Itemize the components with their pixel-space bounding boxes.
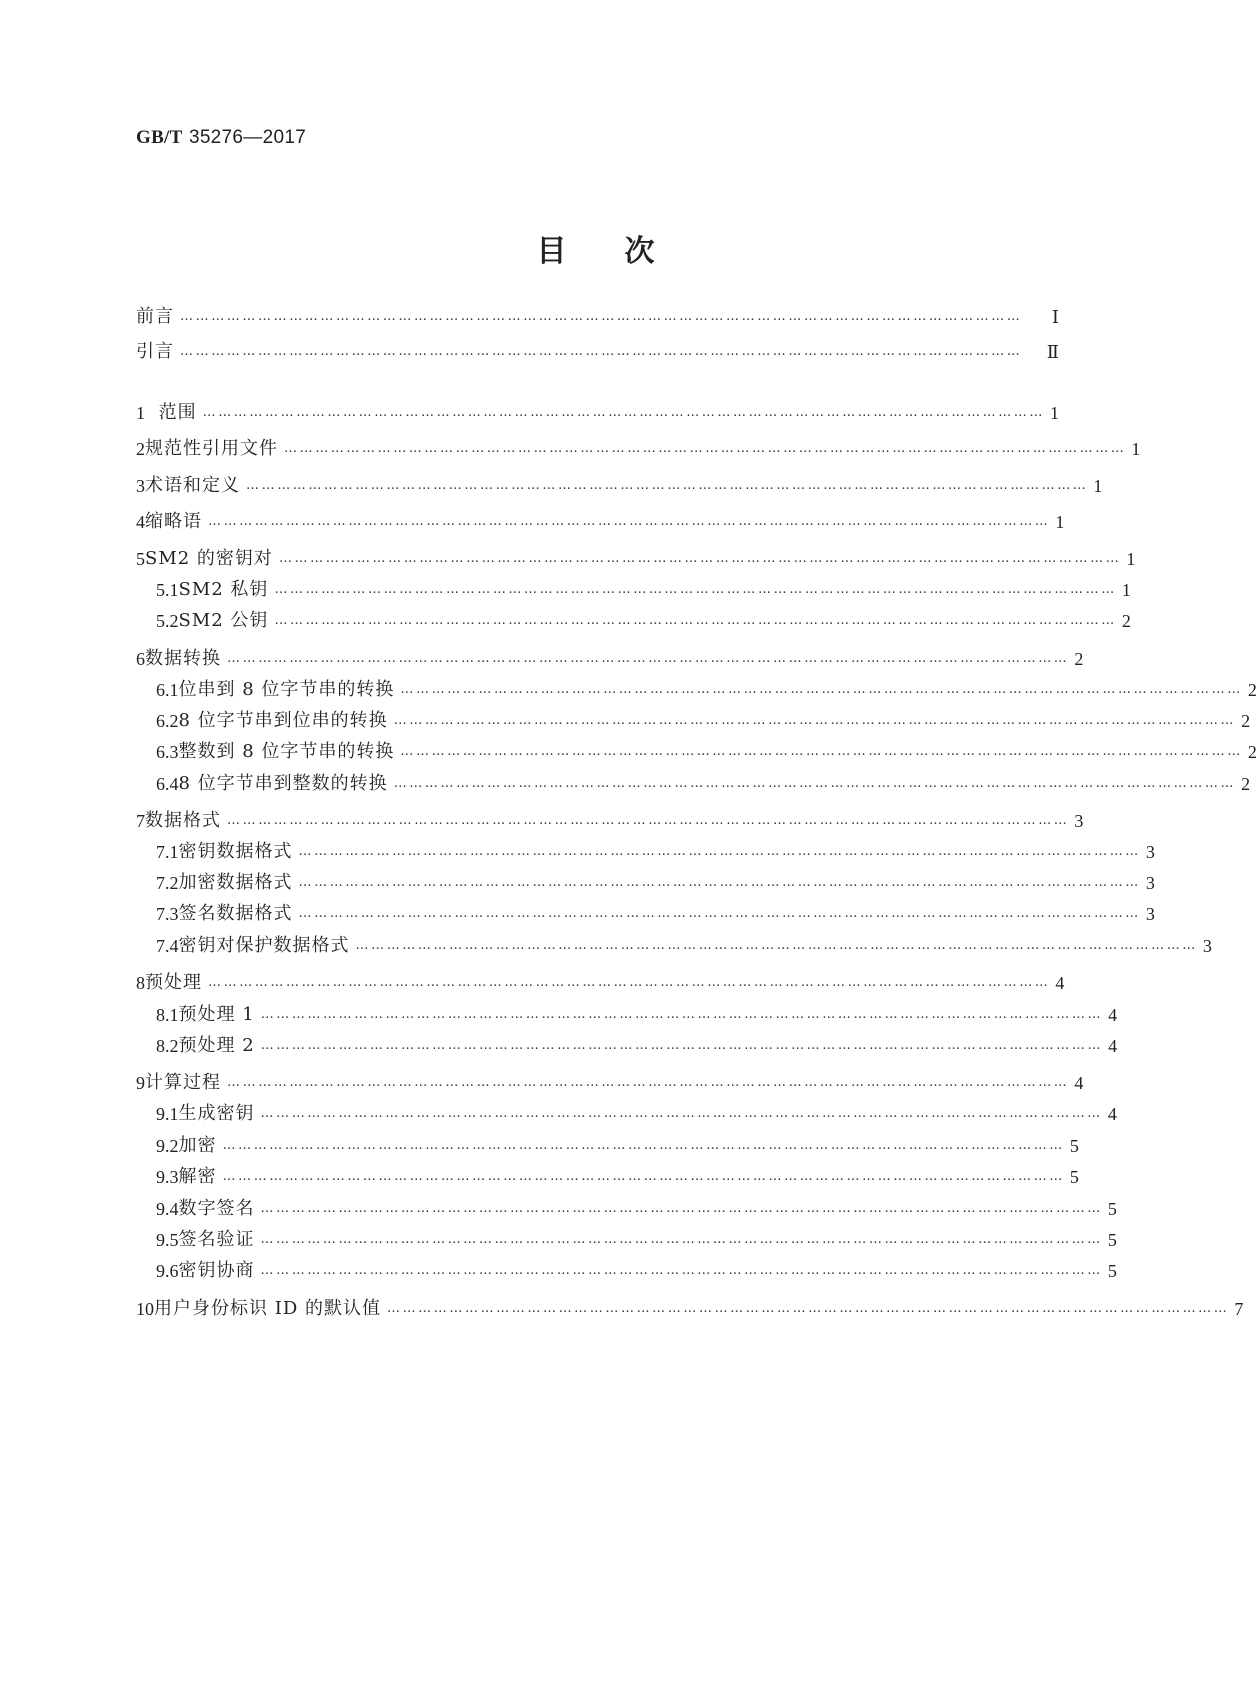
toc-entry-section-8[interactable]: [136, 971, 1065, 995]
toc-leader-dots: ………………………………………………………………………………………………………………………………………………: [227, 813, 1070, 828]
toc-entry-number: 3: [136, 476, 145, 496]
toc-entry-number: 2: [136, 439, 145, 459]
toc-entry-section-6-1[interactable]: [156, 678, 1257, 702]
toc-entry-section-9-4[interactable]: [156, 1197, 1117, 1221]
toc-entry-label: SM2 公钥: [178, 610, 269, 631]
toc-entry-number: 5.2: [156, 611, 179, 631]
toc-entry-number: 9: [136, 1073, 145, 1093]
toc-entry-label: 密钥协商: [178, 1260, 255, 1281]
toc-entry-section-8-1[interactable]: [156, 1003, 1118, 1027]
toc-entry-label: 数字签名: [178, 1198, 255, 1219]
toc-entry-section-5[interactable]: [136, 547, 1136, 571]
toc-entry-page: 4: [1074, 1073, 1084, 1093]
toc-entry-label: 数据转换: [145, 648, 221, 669]
toc-entry-page: 1: [1121, 580, 1131, 600]
toc-leader-dots: ………………………………………………………………………………………………………………………………………………: [222, 1138, 1065, 1153]
toc-leader-dots: ………………………………………………………………………………………………………………………………………………: [386, 1301, 1230, 1316]
toc-entry-introduction[interactable]: [136, 340, 1059, 364]
toc-entry-label: 预处理: [145, 972, 202, 993]
toc-entry-label: 预处理 1: [178, 1004, 255, 1025]
toc-leader-dots: ………………………………………………………………………………………………………………………………………………: [400, 744, 1243, 759]
toc-entry-section-2[interactable]: [136, 437, 1141, 461]
toc-entry-number: 5: [136, 549, 145, 569]
toc-entry-label: 加密数据格式: [178, 872, 293, 893]
toc-entry-section-6[interactable]: [136, 647, 1084, 671]
toc-entry-label: 生成密钥: [178, 1103, 255, 1124]
toc-leader-dots: ………………………………………………………………………………………………………………………………………………: [400, 682, 1243, 697]
toc-entry-label: SM2 私钥: [178, 579, 269, 600]
toc-entry-page: 5: [1069, 1167, 1079, 1187]
toc-leader-dots: ………………………………………………………………………………………………………………………………………………: [260, 1106, 1103, 1121]
toc-entry-number: 7.3: [156, 904, 179, 924]
toc-entry-section-7-2[interactable]: [156, 871, 1155, 895]
toc-entry-section-6-2[interactable]: [156, 709, 1251, 733]
toc-entry-page: 5: [1107, 1199, 1117, 1219]
toc-leader-dots: ………………………………………………………………………………………………………………………………………………: [180, 309, 1023, 324]
toc-leader-dots: ………………………………………………………………………………………………………………………………………………: [298, 906, 1141, 921]
toc-entry-section-9-5[interactable]: [156, 1228, 1117, 1252]
toc-entry-number: 9.4: [156, 1199, 179, 1219]
toc-leader-dots: ………………………………………………………………………………………………………………………………………………: [260, 1263, 1103, 1278]
toc-entry-number: 9.3: [156, 1167, 179, 1187]
toc-leader-dots: ………………………………………………………………………………………………………………………………………………: [298, 844, 1141, 859]
toc-entry-label: 范围: [158, 402, 197, 423]
toc-entry-label: 整数到 8 位字节串的转换: [178, 741, 395, 762]
toc-entry-section-3[interactable]: [136, 474, 1103, 498]
toc-entry-label: 解密: [178, 1166, 217, 1187]
toc-leader-dots: ………………………………………………………………………………………………………………………………………………: [278, 551, 1122, 566]
toc-entry-number: 6.4: [156, 774, 179, 794]
toc-entry-number: 8: [136, 973, 145, 993]
toc-entry-label: 引言: [136, 341, 174, 362]
standard-number: 35276—2017: [188, 127, 307, 148]
toc-leader-dots: ………………………………………………………………………………………………………………………………………………: [180, 344, 1023, 359]
toc-entry-label: 规范性引用文件: [145, 438, 278, 459]
toc-entry-number: 9.1: [156, 1104, 179, 1124]
toc-entry-page: 4: [1108, 1036, 1118, 1056]
toc-entry-page: 1: [1126, 549, 1136, 569]
toc-entry-section-9-3[interactable]: [156, 1165, 1079, 1189]
toc-entry-section-10[interactable]: [136, 1297, 1244, 1321]
toc-entry-foreword[interactable]: [136, 305, 1059, 329]
standard-prefix: GB/T: [136, 127, 183, 148]
toc-leader-dots: ………………………………………………………………………………………………………………………………………………: [246, 478, 1089, 493]
toc-entry-page: 3: [1074, 811, 1084, 831]
toc-entry-section-9-6[interactable]: [156, 1259, 1117, 1283]
toc-entry-label: 加密: [178, 1135, 217, 1156]
toc-entry-label: 密钥数据格式: [178, 841, 293, 862]
toc-entry-label: 签名数据格式: [178, 903, 293, 924]
toc-entry-label: 8 位字节串到位串的转换: [178, 710, 388, 731]
toc-entry-page: 3: [1202, 936, 1212, 956]
toc-entry-section-7-1[interactable]: [156, 840, 1155, 864]
toc-entry-page: 4: [1107, 1104, 1117, 1124]
toc-entry-label: 8 位字节串到整数的转换: [178, 773, 388, 794]
toc-entry-page: 1: [1050, 403, 1059, 423]
toc-entry-section-1[interactable]: [136, 401, 1059, 425]
toc-entry-section-6-3[interactable]: [156, 740, 1257, 764]
toc-entry-section-9-2[interactable]: [156, 1134, 1079, 1158]
toc-entry-page: 4: [1108, 1005, 1118, 1025]
toc-entry-page: 5: [1069, 1136, 1079, 1156]
toc-leader-dots: ………………………………………………………………………………………………………………………………………………: [227, 1075, 1070, 1090]
toc-entry-number: 7.2: [156, 873, 179, 893]
toc-entry-page: 2: [1247, 680, 1257, 700]
toc-title: 目次: [536, 234, 713, 269]
toc-entry-page: 1: [1055, 512, 1065, 532]
toc-entry-page: 2: [1247, 742, 1257, 762]
toc-entry-page: 2: [1241, 711, 1251, 731]
toc-entry-label: 密钥对保护数据格式: [178, 935, 350, 956]
toc-leader-dots: ………………………………………………………………………………………………………………………………………………: [393, 776, 1237, 791]
toc-leader-dots: ………………………………………………………………………………………………………………………………………………: [260, 1007, 1104, 1022]
toc-entry-label: 预处理 2: [178, 1035, 255, 1056]
toc-entry-section-7-3[interactable]: [156, 902, 1155, 926]
toc-entry-number: 10: [136, 1299, 154, 1319]
toc-leader-dots: ………………………………………………………………………………………………………………………………………………: [393, 713, 1237, 728]
toc-entry-number: 9.5: [156, 1230, 179, 1250]
toc-entry-page: 3: [1145, 904, 1155, 924]
toc-entry-section-6-4[interactable]: [156, 772, 1251, 796]
toc-entry-number: 8.2: [156, 1036, 179, 1056]
toc-leader-dots: ………………………………………………………………………………………………………………………………………………: [260, 1232, 1103, 1247]
toc-entry-number: 9.2: [156, 1136, 179, 1156]
toc-entry-number: 6.1: [156, 680, 179, 700]
toc-entry-label: 前言: [136, 306, 174, 327]
toc-entry-number: 8.1: [156, 1005, 179, 1025]
toc-entry-number: 7: [136, 811, 145, 831]
toc-leader-dots: ………………………………………………………………………………………………………………………………………………: [274, 582, 1117, 597]
toc-entry-label: 数据格式: [145, 810, 221, 831]
toc-entry-number: 1: [136, 403, 145, 423]
toc-entry-number: 6: [136, 649, 145, 669]
toc-entry-page: Ⅱ: [1046, 342, 1059, 362]
toc-leader-dots: ………………………………………………………………………………………………………………………………………………: [260, 1201, 1103, 1216]
toc-leader-dots: ………………………………………………………………………………………………………………………………………………: [284, 441, 1127, 456]
toc-entry-number: 7.1: [156, 842, 179, 862]
toc-entry-page: 5: [1107, 1261, 1117, 1281]
toc-entry-label: 术语和定义: [145, 475, 240, 496]
toc-entry-page: 2: [1241, 774, 1251, 794]
toc-entry-number: 7.4: [156, 936, 179, 956]
toc-entry-page: 2: [1121, 611, 1131, 631]
toc-entry-page: 3: [1145, 842, 1155, 862]
toc-entry-section-8-2[interactable]: [156, 1034, 1118, 1058]
toc-leader-dots: ………………………………………………………………………………………………………………………………………………: [208, 514, 1051, 529]
toc-leader-dots: ………………………………………………………………………………………………………………………………………………: [202, 405, 1045, 420]
toc-entry-page: 4: [1055, 973, 1065, 993]
toc-entry-number: 5.1: [156, 580, 179, 600]
toc-entry-label: 位串到 8 位字节串的转换: [178, 679, 395, 700]
toc-entry-page: 2: [1074, 649, 1084, 669]
toc-leader-dots: ………………………………………………………………………………………………………………………………………………: [274, 613, 1117, 628]
toc-leader-dots: ………………………………………………………………………………………………………………………………………………: [298, 875, 1141, 890]
toc-entry-section-5-2[interactable]: [156, 609, 1131, 633]
toc-entry-label: SM2 的密钥对: [145, 548, 273, 569]
toc-entry-label: 缩略语: [145, 511, 202, 532]
toc-leader-dots: ………………………………………………………………………………………………………………………………………………: [260, 1038, 1104, 1053]
toc-entry-number: 9.6: [156, 1261, 179, 1281]
toc-entry-label: 计算过程: [145, 1072, 221, 1093]
toc-entry-page: 7: [1234, 1299, 1244, 1319]
toc-entry-number: 4: [136, 512, 145, 532]
toc-entry-page: 3: [1145, 873, 1155, 893]
toc-leader-dots: ………………………………………………………………………………………………………………………………………………: [227, 651, 1070, 666]
toc-entry-number: 6.2: [156, 711, 179, 731]
toc-entry-label: 用户身份标识 ID 的默认值: [154, 1298, 381, 1319]
toc-entry-page: Ⅰ: [1051, 307, 1059, 327]
toc-entry-section-4[interactable]: [136, 510, 1065, 534]
toc-entry-number: 6.3: [156, 742, 179, 762]
toc-entry-label: 签名验证: [178, 1229, 255, 1250]
toc-entry-section-7[interactable]: [136, 809, 1084, 833]
toc-entry-page: 5: [1107, 1230, 1117, 1250]
toc-leader-dots: ………………………………………………………………………………………………………………………………………………: [355, 938, 1198, 953]
toc-entry-section-9-1[interactable]: [156, 1102, 1117, 1126]
toc-leader-dots: ………………………………………………………………………………………………………………………………………………: [208, 975, 1051, 990]
toc-entry-section-7-4[interactable]: [156, 934, 1212, 958]
toc-entry-section-5-1[interactable]: [156, 578, 1131, 602]
toc-entry-section-9[interactable]: [136, 1071, 1084, 1095]
toc-leader-dots: ………………………………………………………………………………………………………………………………………………: [222, 1169, 1065, 1184]
toc-entry-page: 1: [1131, 439, 1141, 459]
toc-entry-page: 1: [1093, 476, 1103, 496]
